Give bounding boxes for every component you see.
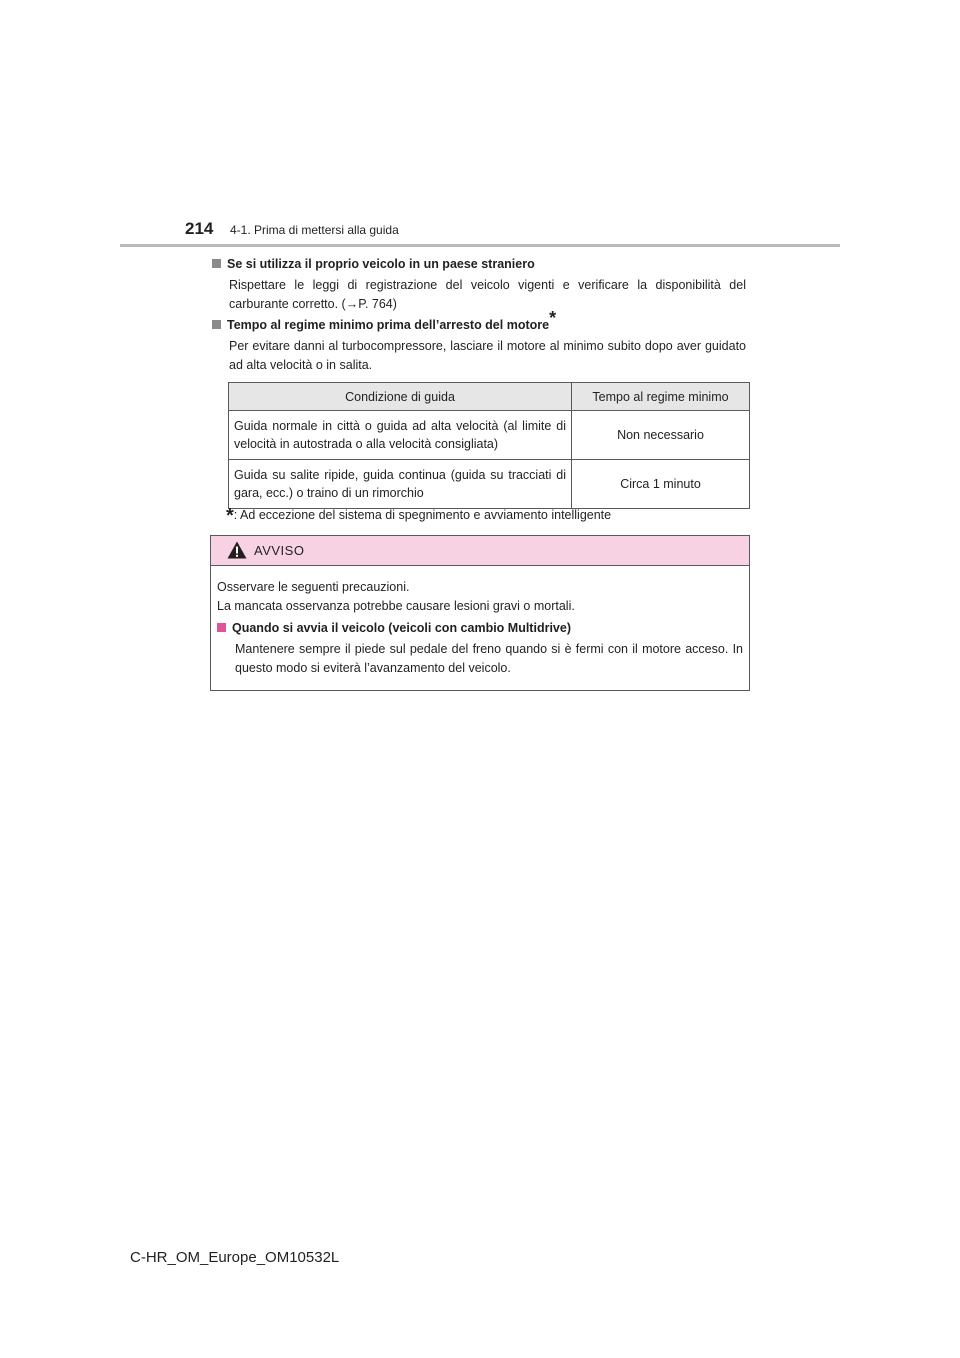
warning-title: AVVISO	[254, 543, 305, 558]
footnote-mark: *	[226, 505, 234, 527]
square-bullet-icon	[212, 320, 221, 329]
page-number: 214	[185, 219, 214, 238]
footnote-text: : Ad eccezione del sistema di spegnimento e avviamento intelligente	[233, 508, 612, 522]
warning-box	[210, 535, 750, 691]
warning-intro: La mancata osservanza potrebbe causare lesioni gravi o mortali.	[217, 599, 575, 613]
chapter-title: 4-1. Prima di mettersi alla guida	[230, 223, 399, 237]
idle-time-table	[228, 382, 750, 509]
header-divider	[120, 244, 840, 247]
footnote	[226, 502, 611, 525]
warning-triangle-icon	[227, 541, 247, 559]
column-header: Condizione di guida	[229, 383, 572, 411]
warning-header	[211, 536, 749, 566]
warning-item-title: Quando si avvia il veicolo (veicoli con cambio Multidrive)	[232, 621, 571, 635]
section-body: Per evitare danni al turbocompressore, lasciare il motore al minimo subito dopo aver guidato ad alta velocità o in salita.	[229, 339, 746, 372]
warning-intro: Osservare le seguenti precauzioni.	[217, 580, 410, 594]
table-header-row	[229, 383, 750, 411]
table-cell: Circa 1 minuto	[572, 460, 750, 509]
footnote-mark: *	[549, 308, 557, 328]
section-heading	[212, 308, 746, 335]
column-header: Tempo al regime minimo	[572, 383, 750, 411]
section-title: Se si utilizza il proprio veicolo in un paese straniero	[227, 257, 535, 271]
table-cell: Guida su salite ripide, guida continua (guida su tracciati di gara, ecc.) o traino di un rimorchio	[229, 460, 572, 509]
square-bullet-icon	[212, 259, 221, 268]
document-code: C-HR_OM_Europe_OM10532L	[130, 1249, 340, 1266]
section-title: Tempo al regime minimo prima dell’arresto del motore*	[227, 308, 557, 332]
square-bullet-icon	[217, 623, 226, 632]
section-idle-time	[212, 308, 746, 375]
section-body: Rispettare le leggi di registrazione del veicolo vigenti e verificare la disponibilità del carburante corretto. (→P. 764)	[229, 278, 746, 311]
table-cell: Guida normale in città o guida ad alta velocità (al limite di velocità in autostrada o alla velocità consigliata)	[229, 411, 572, 460]
warning-item-body: Mantenere sempre il piede sul pedale del freno quando si è fermi con il motore acceso. In questo modo si eviterà l’avanzamento del veicolo.	[235, 642, 743, 675]
table-row	[229, 411, 750, 460]
warning-body	[211, 566, 749, 678]
section-foreign-country	[212, 255, 746, 314]
section-heading	[212, 255, 746, 274]
warning-item-heading	[217, 619, 743, 638]
table-cell: Non necessario	[572, 411, 750, 460]
